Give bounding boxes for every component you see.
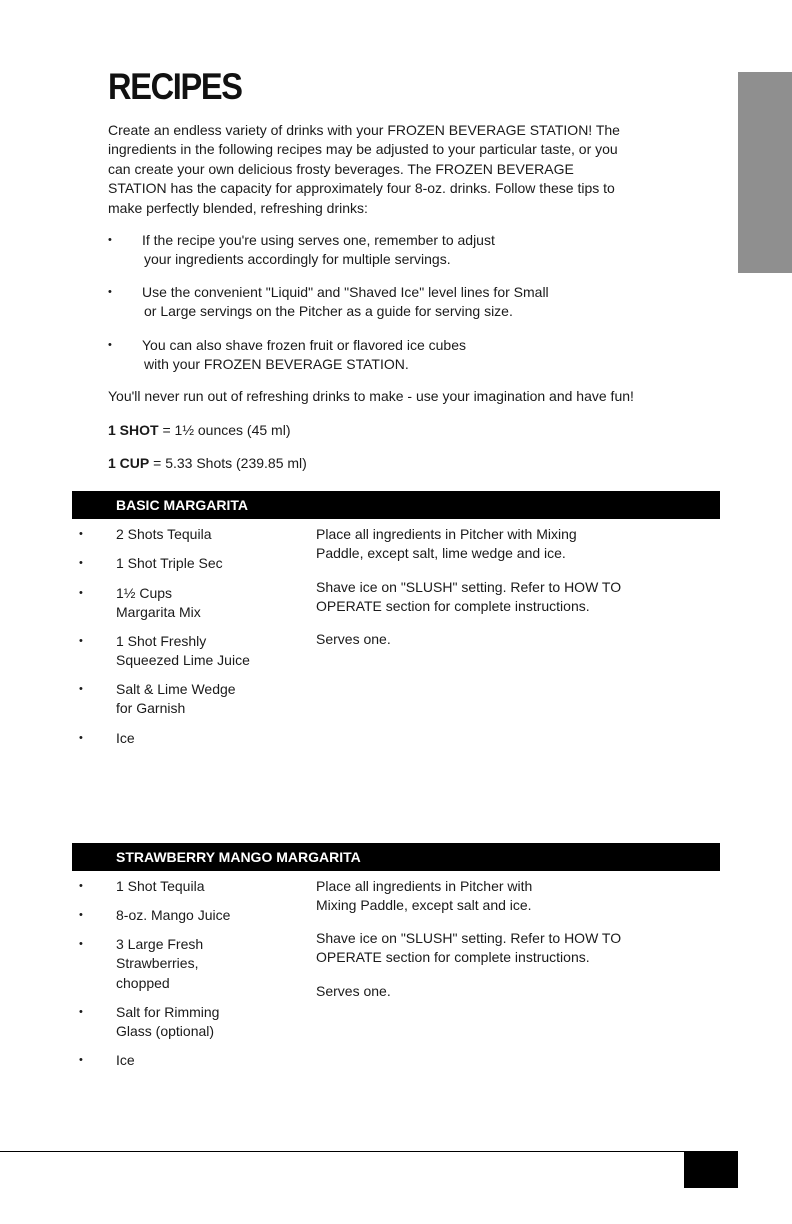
ingredient-text: 8-oz. Mango Juice [116,907,231,923]
recipe-title: BASIC MARGARITA [116,497,248,513]
ingredient-line: Salt for Rimming [116,1004,220,1020]
tip-text [142,336,592,375]
ingredient-line: 1 Shot Freshly [116,633,207,649]
cup-label: 1 CUP [108,455,150,471]
bullet: • [79,1054,83,1066]
instruction-step [316,578,636,617]
ingredient-text [116,935,291,993]
shot-measure [108,421,290,440]
footer-divider [0,1151,738,1152]
recipe-header-bar [72,491,720,519]
intro-paragraph: Create an endless variety of drinks with your FROZEN BEVERAGE STATION! The ingredients in the following recipes may be adjusted to your particular taste, or you can create your own delicious frosty beverages. The FROZEN BEVERAGE STATION has the capacity for approximately four 8-oz. drinks. Follow these tips to make perfectly blended, refreshing drinks: [108,122,620,216]
ingredient-text: Ice [116,730,135,746]
step-line: Serves one. [316,631,391,647]
ingredient-line: Margarita Mix [116,604,201,621]
bullet: • [79,587,83,599]
ingredient-line: chopped [116,974,170,991]
bullet: • [108,234,112,246]
step-line: OPERATE section for complete instructions. [316,598,590,615]
bullet: • [108,339,112,351]
ingredient-text [116,680,291,719]
tip-text [142,283,592,322]
tip-line: Use the convenient "Liquid" and "Shaved Ice" level lines for Small [142,284,549,300]
ingredient-text [116,1003,291,1042]
step-line: Serves one. [316,983,391,999]
ingredient-text [116,584,291,623]
shot-value: = 1½ ounces (45 ml) [158,422,291,438]
shot-label: 1 SHOT [108,422,159,438]
step-line: Paddle, except salt, lime wedge and ice. [316,545,566,562]
instruction-step [316,525,636,564]
bullet: • [79,909,83,921]
ingredient-line: Glass (optional) [116,1023,215,1040]
closing-text: You'll never run out of refreshing drinks to make - use your imagination and have fun! [108,388,634,404]
ingredient-line: Squeezed Lime Juice [116,652,250,669]
page-title: RECIPES [108,66,242,107]
tip-line: or Large servings on the Pitcher as a guide for serving size. [144,303,513,320]
tip-text [142,231,592,270]
ingredient-text [116,632,291,671]
instruction-step [316,630,636,649]
bullet: • [79,528,83,540]
step-line: OPERATE section for complete instructions. [316,949,590,966]
cup-measure [108,454,307,473]
ingredient-line: 3 Large Fresh [116,936,204,952]
ingredient-text: 1 Shot Triple Sec [116,555,223,571]
cup-value: = 5.33 Shots (239.85 ml) [149,455,307,471]
ingredient-text: Ice [116,1052,135,1068]
bullet: • [79,880,83,892]
instruction-step [316,982,636,1001]
ingredient-line: Salt & Lime Wedge [116,681,236,697]
recipe-header-bar [72,843,720,871]
step-line: Shave ice on "SLUSH" setting. Refer to HOW TO [316,930,622,946]
bullet: • [79,557,83,569]
side-section-tab [738,72,792,273]
bullet: • [79,635,83,647]
bullet: • [79,732,83,744]
step-line: Mixing Paddle, except salt and ice. [316,897,532,914]
ingredient-line: 1½ Cups [116,585,173,601]
ingredient-line: for Garnish [116,700,186,717]
instruction-step [316,877,636,916]
ingredient-text: 2 Shots Tequila [116,526,212,542]
bullet: • [79,683,83,695]
ingredient-text: 1 Shot Tequila [116,878,205,894]
step-line: Shave ice on "SLUSH" setting. Refer to HOW TO [316,579,622,595]
tip-line: your ingredients accordingly for multiple servings. [144,251,451,268]
bullet: • [108,286,112,298]
recipe-title: STRAWBERRY MANGO MARGARITA [116,849,361,865]
bullet: • [79,1006,83,1018]
page-number-box [684,1152,738,1188]
tip-line: You can also shave frozen fruit or flavored ice cubes [142,337,467,353]
bullet: • [79,938,83,950]
ingredient-line: Strawberries, [116,955,199,972]
step-line: Place all ingredients in Pitcher with [316,878,533,894]
tip-line: with your FROZEN BEVERAGE STATION. [144,356,409,373]
step-line: Place all ingredients in Pitcher with Mixing [316,526,577,542]
instruction-step [316,929,636,968]
tip-line: If the recipe you're using serves one, remember to adjust [142,232,495,248]
